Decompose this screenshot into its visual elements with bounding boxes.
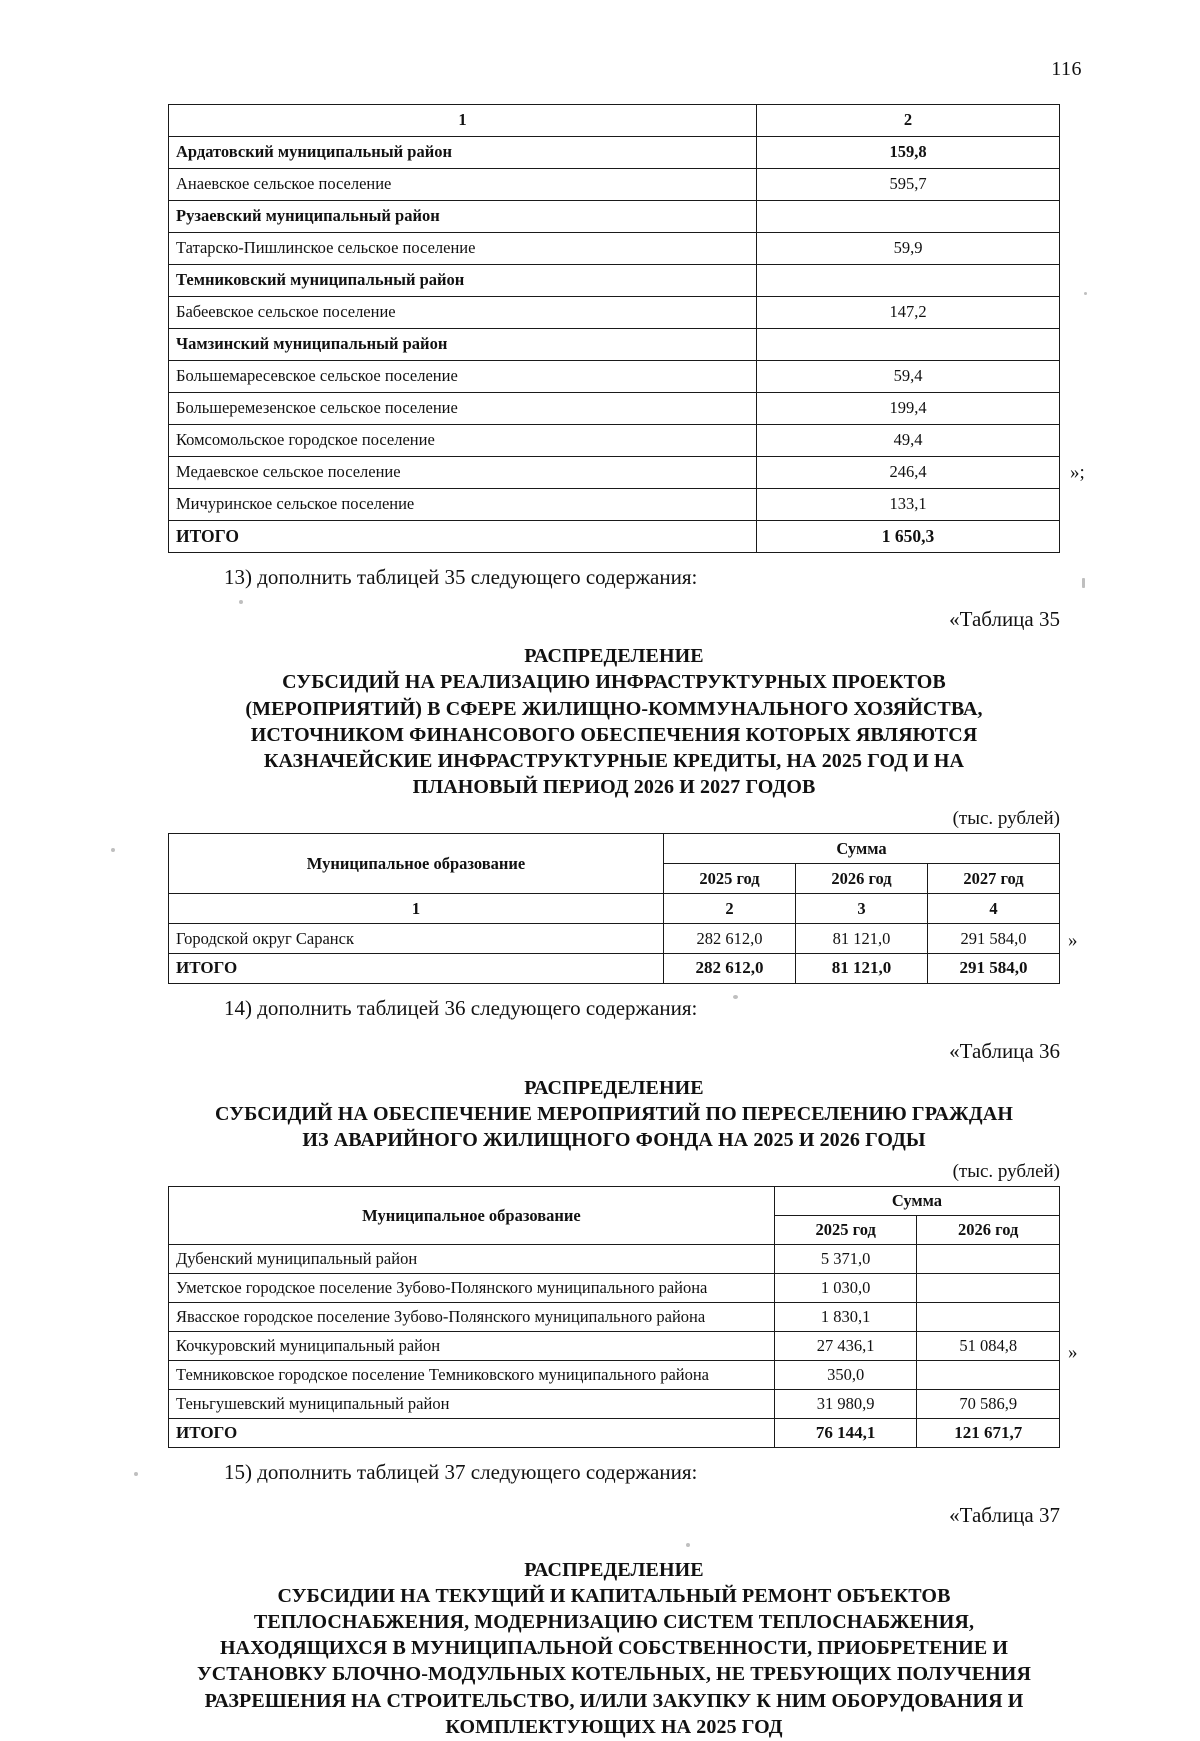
row-name: Явасское городское поселение Зубово-Полянского муниципального района	[169, 1303, 775, 1332]
row-value: 595,7	[757, 169, 1060, 201]
row-name: Темниковский муниципальный район	[169, 265, 757, 297]
table-35-units: (тыс. рублей)	[952, 808, 1060, 830]
title-line: РАСПРЕДЕЛЕНИЕ	[524, 1076, 704, 1099]
scan-speck	[1084, 292, 1087, 295]
total-label: ИТОГО	[169, 521, 757, 553]
row-name: Комсомольское городское поселение	[169, 425, 757, 457]
row-value: 199,4	[757, 393, 1060, 425]
table-37-label: «Таблица 37	[949, 1502, 1060, 1527]
header-municipality: Муниципальное образование	[169, 834, 664, 894]
title-line: КАЗНАЧЕЙСКИЕ ИНФРАСТРУКТУРНЫЕ КРЕДИТЫ, НА 2025 ГОД И НА	[263, 750, 965, 773]
paragraph-item-14: 14) дополнить таблицей 36 следующего содержания:	[224, 996, 698, 1021]
total-value: 1 650,3	[757, 521, 1060, 553]
table-36-body	[169, 1187, 1060, 1448]
header-sum: Сумма	[664, 834, 1060, 864]
title-line: СУБСИДИИ НА ТЕКУЩИЙ И КАПИТАЛЬНЫЙ РЕМОНТ ОБЪЕКТОВ	[277, 1584, 951, 1607]
row-value: 59,4	[757, 361, 1060, 393]
table-36-wrapper	[168, 1186, 1078, 1448]
header-year-2026: 2026 год	[795, 864, 927, 894]
closing-quote-mark: »	[1068, 930, 1078, 952]
paragraph-item-13: 13) дополнить таблицей 35 следующего содержания:	[224, 565, 698, 589]
row-name: Большемаресевское сельское поселение	[169, 361, 757, 393]
title-line: СУБСИДИЙ НА ОБЕСПЕЧЕНИЕ МЕРОПРИЯТИЙ ПО ПЕРЕСЕЛЕНИЮ ГРАЖДАН	[215, 1102, 1013, 1125]
table-row	[169, 1274, 1060, 1303]
table-row	[169, 297, 1060, 329]
table-34	[168, 104, 1060, 553]
column-number-1: 1	[169, 105, 757, 137]
row-name: Ардатовский муниципальный район	[169, 137, 757, 169]
table-row	[169, 1245, 1060, 1274]
scan-speck	[1082, 578, 1085, 588]
row-value-2025: 350,0	[774, 1361, 917, 1390]
table-36-title	[168, 1076, 1060, 1154]
row-value: 147,2	[757, 297, 1060, 329]
row-name: Большеремезенское сельское поселение	[169, 393, 757, 425]
row-value	[757, 265, 1060, 297]
header-sum: Сумма	[774, 1187, 1059, 1216]
table-row	[169, 457, 1060, 489]
table-row	[169, 1332, 1060, 1361]
title-line: ИСТОЧНИКОМ ФИНАНСОВОГО ОБЕСПЕЧЕНИЯ КОТОРЫХ ЯВЛЯЮТСЯ	[250, 723, 978, 746]
row-value-2025: 1 030,0	[774, 1274, 917, 1303]
row-value-2025: 5 371,0	[774, 1245, 917, 1274]
table-row	[169, 1303, 1060, 1332]
row-name: Чамзинский муниципальный район	[169, 329, 757, 361]
table-35-wrapper	[168, 833, 1078, 984]
table-row	[169, 233, 1060, 265]
row-value: 49,4	[757, 425, 1060, 457]
row-value: 159,8	[757, 137, 1060, 169]
page-content	[168, 104, 1085, 1741]
table-total-row	[169, 521, 1060, 553]
table-row	[169, 329, 1060, 361]
table-35	[168, 833, 1060, 984]
header-year-2025: 2025 год	[774, 1216, 917, 1245]
row-value: 246,4	[757, 457, 1060, 489]
table-row	[169, 425, 1060, 457]
row-name: Теньгушевский муниципальный район	[169, 1390, 775, 1419]
row-value: 133,1	[757, 489, 1060, 521]
row-name: Мичуринское сельское поселение	[169, 489, 757, 521]
table-35-title	[168, 644, 1060, 800]
closing-quote-mark: »;	[1070, 462, 1085, 483]
scan-speck	[134, 1472, 138, 1476]
table-row	[169, 105, 1060, 137]
row-name: Дубенский муниципальный район	[169, 1245, 775, 1274]
title-line: УСТАНОВКУ БЛОЧНО-МОДУЛЬНЫХ КОТЕЛЬНЫХ, НЕ ТРЕБУЮЩИХ ПОЛУЧЕНИЯ	[196, 1663, 1031, 1686]
title-line: ИЗ АВАРИЙНОГО ЖИЛИЩНОГО ФОНДА НА 2025 И 2026 ГОДЫ	[302, 1129, 926, 1152]
table-header-row	[169, 1187, 1060, 1216]
header-year-2027: 2027 год	[927, 864, 1059, 894]
row-value-2026: 81 121,0	[795, 924, 927, 954]
table-36	[168, 1186, 1060, 1448]
total-label: ИТОГО	[169, 1419, 775, 1448]
scan-speck	[111, 848, 115, 852]
row-value-2026	[917, 1361, 1060, 1390]
row-value-2025: 1 830,1	[774, 1303, 917, 1332]
table-row	[169, 169, 1060, 201]
row-name: Рузаевский муниципальный район	[169, 201, 757, 233]
total-value-2025: 76 144,1	[774, 1419, 917, 1448]
table-row	[169, 137, 1060, 169]
table-37-title	[168, 1558, 1060, 1740]
row-value	[757, 329, 1060, 361]
column-number-2: 2	[757, 105, 1060, 137]
table-row	[169, 393, 1060, 425]
row-value	[757, 201, 1060, 233]
table-34-body	[169, 105, 1060, 553]
table-row	[169, 361, 1060, 393]
header-year-2025: 2025 год	[664, 864, 796, 894]
column-number-2: 2	[664, 894, 796, 924]
row-value-2026	[917, 1274, 1060, 1303]
table-total-row	[169, 1419, 1060, 1448]
row-value-2025: 27 436,1	[774, 1332, 917, 1361]
table-36-label: «Таблица 36	[949, 1038, 1060, 1063]
paragraph-item-15: 15) дополнить таблицей 37 следующего содержания:	[224, 1460, 698, 1485]
row-name: Медаевское сельское поселение	[169, 457, 757, 489]
table-row	[169, 489, 1060, 521]
page-number: 116	[1051, 58, 1082, 80]
total-value-2026: 81 121,0	[795, 954, 927, 984]
title-line: РАСПРЕДЕЛЕНИЕ	[524, 645, 704, 668]
row-name: Татарско-Пишлинское сельское поселение	[169, 233, 757, 265]
table-row	[169, 924, 1060, 954]
row-name: Темниковское городское поселение Темниковского муниципального района	[169, 1361, 775, 1390]
title-line: РАЗРЕШЕНИЯ НА СТРОИТЕЛЬСТВО, И/ИЛИ ЗАКУПКУ К НИМ ОБОРУДОВАНИЯ И	[204, 1689, 1024, 1712]
title-line: ПЛАНОВЫЙ ПЕРИОД 2026 И 2027 ГОДОВ	[412, 776, 816, 799]
table-header-row	[169, 834, 1060, 864]
total-label: ИТОГО	[169, 954, 664, 984]
row-value-2027: 291 584,0	[927, 924, 1059, 954]
table-row	[169, 201, 1060, 233]
row-name: Анаевское сельское поселение	[169, 169, 757, 201]
total-value-2026: 121 671,7	[917, 1419, 1060, 1448]
column-number-3: 3	[795, 894, 927, 924]
title-line: ТЕПЛОСНАБЖЕНИЯ, МОДЕРНИЗАЦИЮ СИСТЕМ ТЕПЛОСНАБЖЕНИЯ,	[253, 1610, 975, 1633]
header-year-2026: 2026 год	[917, 1216, 1060, 1245]
closing-quote-mark: »	[1068, 1342, 1078, 1364]
row-value-2026	[917, 1303, 1060, 1332]
row-name: Уметское городское поселение Зубово-Полянского муниципального района	[169, 1274, 775, 1303]
table-column-numbers-row	[169, 894, 1060, 924]
row-value-2025: 282 612,0	[664, 924, 796, 954]
table-row	[169, 1390, 1060, 1419]
column-number-1: 1	[169, 894, 664, 924]
row-value: 59,9	[757, 233, 1060, 265]
table-36-units: (тыс. рублей)	[952, 1161, 1060, 1183]
title-line: (МЕРОПРИЯТИЙ) В СФЕРЕ ЖИЛИЩНО-КОММУНАЛЬНОГО ХОЗЯЙСТВА,	[245, 697, 983, 720]
row-name: Кочкуровский муниципальный район	[169, 1332, 775, 1361]
title-line: НАХОДЯЩИХСЯ В МУНИЦИПАЛЬНОЙ СОБСТВЕННОСТИ, ПРИОБРЕТЕНИЕ И	[219, 1637, 1009, 1660]
row-value-2026: 70 586,9	[917, 1390, 1060, 1419]
table-34-wrapper	[168, 104, 1085, 553]
title-line: КОМПЛЕКТУЮЩИХ НА 2025 ГОД	[445, 1715, 783, 1738]
row-name: Городской округ Саранск	[169, 924, 664, 954]
title-line: РАСПРЕДЕЛЕНИЕ	[524, 1558, 704, 1581]
table-total-row	[169, 954, 1060, 984]
table-35-body	[169, 834, 1060, 984]
row-name: Бабеевское сельское поселение	[169, 297, 757, 329]
title-line: СУБСИДИЙ НА РЕАЛИЗАЦИЮ ИНФРАСТРУКТУРНЫХ ПРОЕКТОВ	[282, 671, 946, 694]
total-value-2025: 282 612,0	[664, 954, 796, 984]
row-value-2026	[917, 1245, 1060, 1274]
row-value-2025: 31 980,9	[774, 1390, 917, 1419]
header-municipality: Муниципальное образование	[169, 1187, 775, 1245]
row-value-2026: 51 084,8	[917, 1332, 1060, 1361]
total-value-2027: 291 584,0	[927, 954, 1059, 984]
column-number-4: 4	[927, 894, 1059, 924]
table-row	[169, 265, 1060, 297]
table-35-label: «Таблица 35	[949, 607, 1060, 632]
table-row	[169, 1361, 1060, 1390]
